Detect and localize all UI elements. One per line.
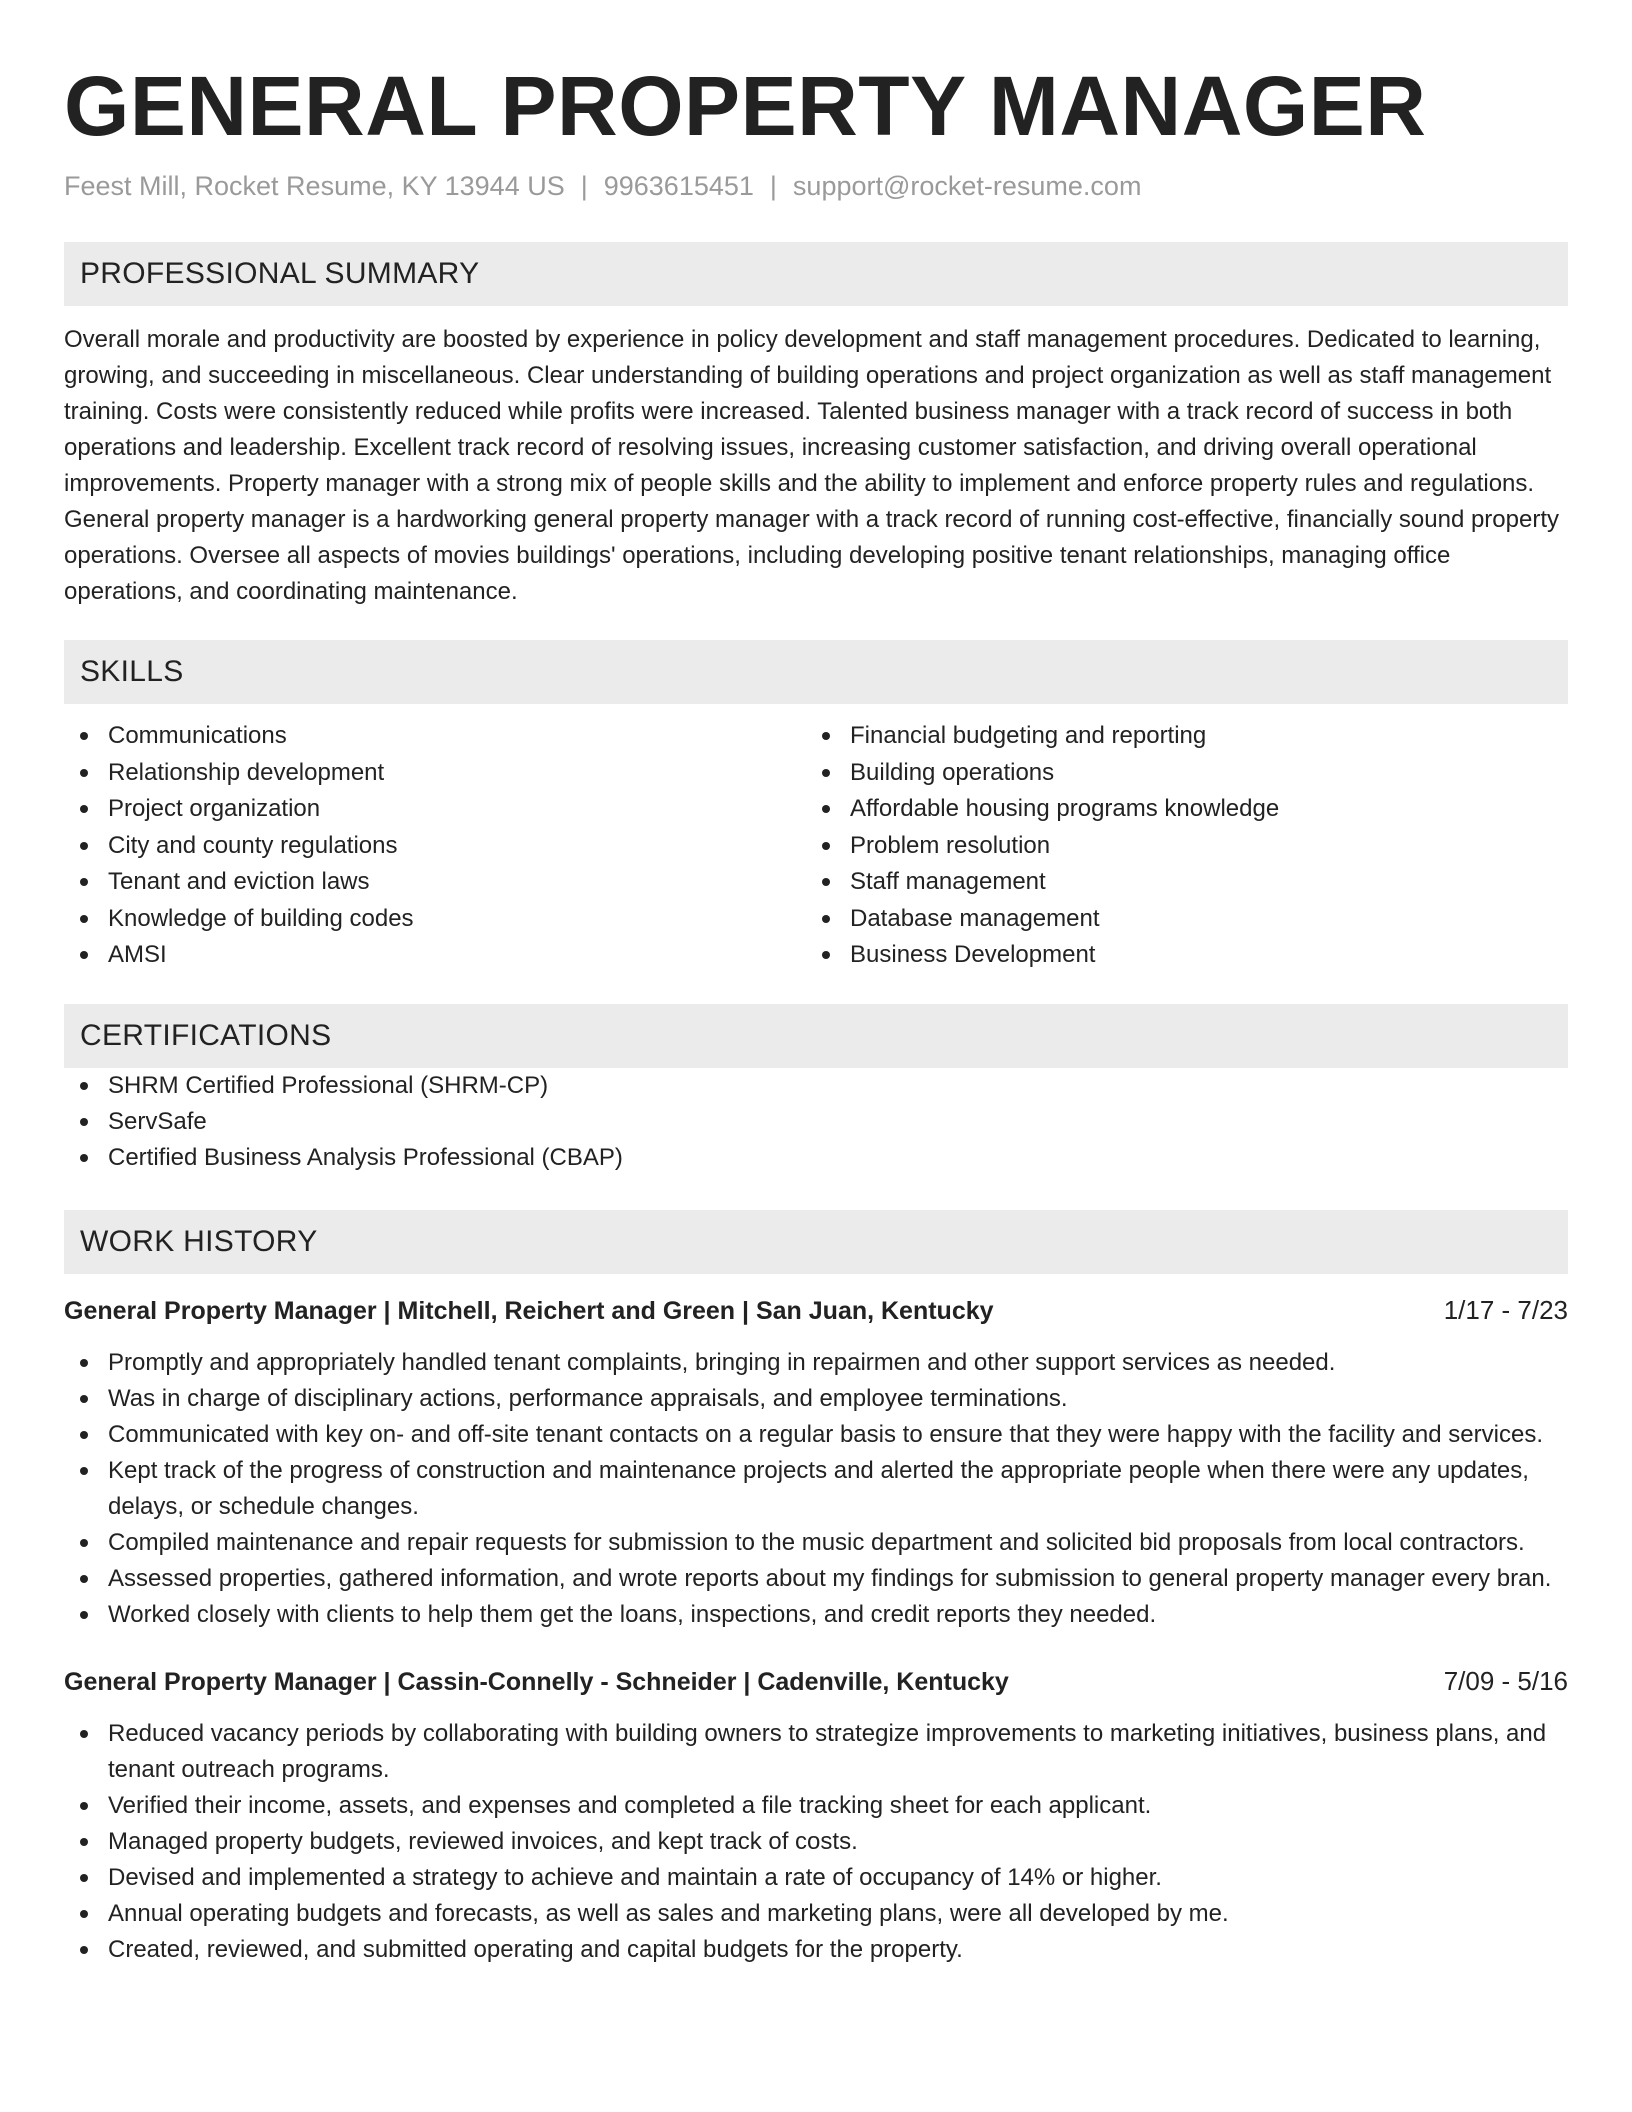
certification-item: ServSafe xyxy=(64,1104,1568,1140)
contact-phone: 9963615451 xyxy=(603,171,754,201)
skill-item: Relationship development xyxy=(64,755,806,792)
certification-item: Certified Business Analysis Professional (CBAP) xyxy=(64,1140,1568,1176)
certifications-heading: CERTIFICATIONS xyxy=(80,1018,332,1052)
job-bullet: Compiled maintenance and repair requests for submission to the music department and solicited bid proposals from local contractors. xyxy=(64,1525,1568,1561)
job-bullet: Reduced vacancy periods by collaborating with building owners to strategize improvements to marketing initiatives, business plans, and tenant outreach programs. xyxy=(64,1716,1568,1788)
skills-heading: SKILLS xyxy=(80,655,184,688)
job-header xyxy=(64,1292,1568,1329)
job-dates: 1/17 - 7/23 xyxy=(1443,1294,1568,1325)
skill-item: Communications xyxy=(64,718,806,755)
skill-item: City and county regulations xyxy=(64,828,806,865)
skills-column-left xyxy=(64,718,806,974)
job-bullet: Worked closely with clients to help them get the loans, inspections, and credit reports they needed. xyxy=(64,1597,1568,1633)
skill-item: Problem resolution xyxy=(806,828,1548,865)
skill-item: Building operations xyxy=(806,755,1548,792)
job-bullet: Was in charge of disciplinary actions, performance appraisals, and employee terminations. xyxy=(64,1381,1568,1417)
skill-item: Business Development xyxy=(806,937,1548,974)
contact-address: Feest Mill, Rocket Resume, KY 13944 US xyxy=(64,171,565,201)
job-bullet: Verified their income, assets, and expenses and completed a file tracking sheet for each applicant. xyxy=(64,1788,1568,1824)
certifications-section-header xyxy=(64,1004,1568,1068)
summary-section-header xyxy=(64,242,1568,306)
job-bullet: Assessed properties, gathered information, and wrote reports about my findings for submission to general property manager every bran. xyxy=(64,1561,1568,1597)
skill-item: Tenant and eviction laws xyxy=(64,864,806,901)
contact-separator: | xyxy=(580,171,588,201)
skills-column-right xyxy=(806,718,1548,974)
contact-email: support@rocket-resume.com xyxy=(792,171,1142,201)
job-bullet: Managed property budgets, reviewed invoices, and kept track of costs. xyxy=(64,1824,1568,1860)
skill-item: Financial budgeting and reporting xyxy=(806,718,1548,755)
resume-name: GENERAL PROPERTY MANAGER xyxy=(64,59,1427,153)
skill-item: Affordable housing programs knowledge xyxy=(806,791,1548,828)
job-title: General Property Manager | Cassin-Connelly - Schneider | Cadenville, Kentucky xyxy=(64,1667,1009,1696)
job-bullet: Communicated with key on- and off-site tenant contacts on a regular basis to ensure that they were happy with the facility and services. xyxy=(64,1417,1568,1453)
job-header xyxy=(64,1663,1568,1700)
job-title: General Property Manager | Mitchell, Reichert and Green | San Juan, Kentucky xyxy=(64,1296,994,1325)
job-entry xyxy=(64,1292,1568,1633)
job-bullet: Devised and implemented a strategy to achieve and maintain a rate of occupancy of 14% or higher. xyxy=(64,1860,1568,1896)
certification-item: SHRM Certified Professional (SHRM-CP) xyxy=(64,1068,1568,1104)
resume-page xyxy=(64,0,1568,1968)
job-entry xyxy=(64,1663,1568,1968)
contact-line xyxy=(64,168,1568,204)
job-dates: 7/09 - 5/16 xyxy=(1443,1665,1568,1696)
work-history-heading: WORK HISTORY xyxy=(80,1224,318,1258)
skill-item: AMSI xyxy=(64,937,806,974)
skill-item: Project organization xyxy=(64,791,806,828)
contact-separator: | xyxy=(769,171,777,201)
skills-section-header xyxy=(64,640,1568,704)
skills-list xyxy=(64,718,1568,974)
skill-item: Staff management xyxy=(806,864,1548,901)
job-bullet: Created, reviewed, and submitted operating and capital budgets for the property. xyxy=(64,1932,1568,1968)
work-history-section-header xyxy=(64,1210,1568,1274)
skill-item: Knowledge of building codes xyxy=(64,901,806,938)
summary-heading: PROFESSIONAL SUMMARY xyxy=(80,257,480,290)
certifications-list xyxy=(64,1068,1568,1176)
job-bullets xyxy=(64,1716,1568,1968)
job-bullets xyxy=(64,1345,1568,1633)
job-bullet: Annual operating budgets and forecasts, as well as sales and marketing plans, were all developed by me. xyxy=(64,1896,1568,1932)
job-bullet: Kept track of the progress of construction and maintenance projects and alerted the appropriate people when there were any updates, delays, or schedule changes. xyxy=(64,1453,1568,1525)
summary-paragraph: Overall morale and productivity are boosted by experience in policy development and staff management procedures. Dedicated to learning, growing, and succeeding in miscellaneous. Clear understanding of building operations and project organization as well as staff management training. Costs were consistently reduced while profits were increased. Talented business manager with a track record of success in both operations and leadership. Excellent track record of resolving issues, increasing customer satisfaction, and driving overall operational improvements. Property manager with a strong mix of people skills and the ability to implement and enforce property rules and regulations. General property manager is a hardworking general property manager with a track record of running cost-effective, financially sound property operations. Oversee all aspects of movies buildings' operations, including developing positive tenant relationships, managing office operations, and coordinating maintenance. xyxy=(64,326,1559,605)
job-bullet: Promptly and appropriately handled tenant complaints, bringing in repairmen and other support services as needed. xyxy=(64,1345,1568,1381)
skill-item: Database management xyxy=(806,901,1548,938)
